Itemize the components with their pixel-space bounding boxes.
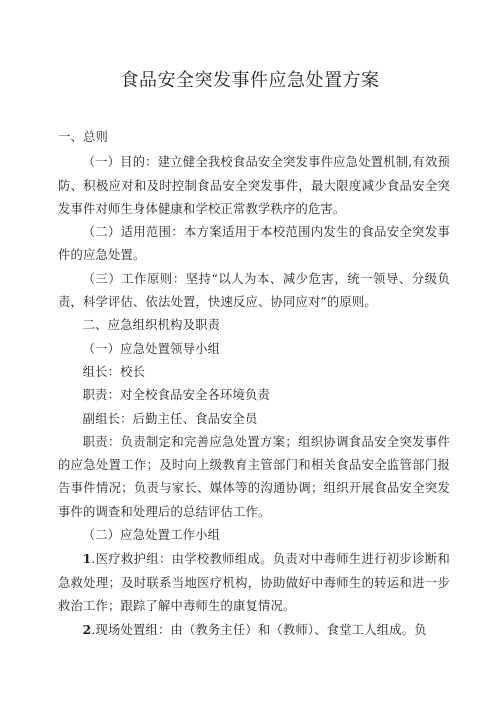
document-body	[58, 126, 450, 643]
item-text: .医疗救护组：由学校教师组成。负责对中毒师生进行初步诊断和急救处理；及时联系当地医疗机构，协助做好中毒师生的转运和进一步救治工作；跟踪了解中毒师生的康复情况。	[58, 552, 450, 613]
duty-line-2: 职责：负责制定和完善应急处置方案；组织协调食品安全突发事件的应急处置工作；及时向上级教育主管部门和相关食品安全监管部门报告事件情况；负责与家长、媒体等的沟通协调；组织开展食品安全突发事件的调查和处理后的总结评估工作。	[58, 434, 450, 519]
leader-line: 组长：校长	[82, 364, 146, 379]
duty-line-1: 职责：对全校食品安全各环境负责	[82, 388, 271, 403]
subsection-heading-work-group: （二）应急处置工作小组	[82, 528, 221, 543]
paragraph-purpose: （一）目的：建立健全我校食品安全突发事件应急处置机制,有效预防、积极应对和及时控制食品安全突发事件，最大限度减少食品安全突发事件对师生身体健康和学校正常教学秩序的危害。	[58, 155, 450, 216]
section-heading-organization: 二、应急组织机构及职责	[82, 318, 221, 333]
deputy-leader-line: 副组长：后勤主任、食品安全员	[82, 411, 258, 426]
section-heading-general: 一、总则	[58, 130, 108, 144]
numbered-item-onsite	[58, 618, 450, 642]
paragraph-scope: （二）适用范围：本方案适用于本校范围内发生的食品安全突发事件的应急处置。	[58, 225, 450, 263]
item-text: .现场处置组：由（教务主任）和（教师）、食堂工人组成。负	[91, 623, 427, 638]
paragraph-principles: （三）工作原则：坚持“以人为本、减少危害，统一领导、分级负责，科学评估、依法处置，快速反应、协同应对”的原则。	[58, 271, 450, 310]
item-number: 1	[82, 551, 92, 567]
numbered-item-medical	[58, 547, 450, 618]
document-title: 食品安全突发事件应急处置方案	[120, 70, 380, 91]
item-number: 2	[82, 622, 92, 638]
subsection-heading-leadership-group: （一）应急处置领导小组	[82, 341, 221, 356]
